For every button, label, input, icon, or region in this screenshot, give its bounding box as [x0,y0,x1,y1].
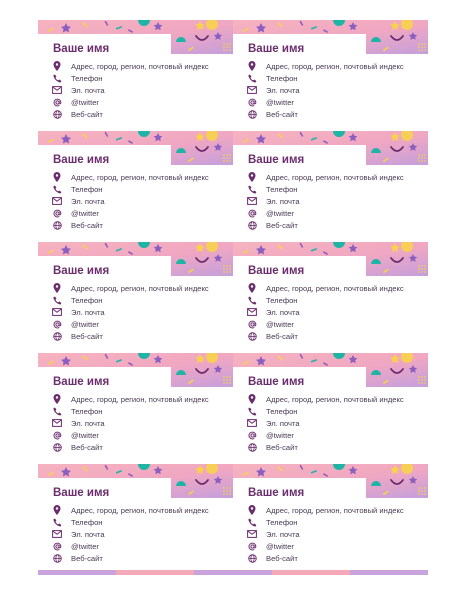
phone-icon [52,517,62,527]
contact-list [52,282,229,343]
at-sign-icon [52,98,62,108]
twitter-text[interactable]: @twitter [266,542,294,552]
location-pin-icon [52,172,62,182]
phone-row [247,183,424,195]
envelope-icon [247,418,257,428]
globe-icon [52,554,62,564]
location-pin-icon [247,172,257,182]
address-label-card [233,353,428,463]
contact-list [247,504,424,565]
twitter-row [52,208,229,220]
location-pin-icon [52,283,62,293]
phone-row [247,405,424,417]
twitter-text[interactable]: @twitter [71,431,99,441]
address-row [52,393,229,405]
envelope-icon [247,307,257,317]
address-row [52,60,229,72]
phone-icon [247,295,257,305]
address-text[interactable]: Адрес, город, регион, почтовый индекс [266,172,404,182]
recipient-name[interactable]: Ваше имя [53,43,110,55]
phone-row [52,405,229,417]
address-row [52,282,229,294]
recipient-name[interactable]: Ваше имя [53,376,110,388]
location-pin-icon [247,394,257,404]
twitter-row [52,541,229,553]
email-row [52,195,229,207]
email-row [247,528,424,540]
address-text[interactable]: Адрес, город, регион, почтовый индекс [71,505,209,515]
email-text[interactable]: Эл. почта [266,85,300,95]
globe-icon [52,110,62,120]
website-text[interactable]: Веб-сайт [266,221,298,231]
recipient-name[interactable]: Ваше имя [53,154,110,166]
envelope-icon [247,196,257,206]
location-pin-icon [247,61,257,71]
twitter-row [52,430,229,442]
website-row [52,109,229,121]
address-label-card [38,242,233,352]
email-text[interactable]: Эл. почта [266,529,300,539]
address-text[interactable]: Адрес, город, регион, почтовый индекс [71,394,209,404]
email-row [52,84,229,96]
email-text[interactable]: Эл. почта [71,307,105,317]
globe-icon [52,443,62,453]
phone-text[interactable]: Телефон [71,73,103,83]
contact-list [52,393,229,454]
at-sign-icon [247,320,257,330]
email-text[interactable]: Эл. почта [71,529,105,539]
envelope-icon [52,85,62,95]
twitter-row [247,430,424,442]
website-row [247,331,424,343]
phone-text[interactable]: Телефон [266,295,298,305]
phone-text[interactable]: Телефон [266,73,298,83]
twitter-text[interactable]: @twitter [71,320,99,330]
phone-icon [247,406,257,416]
address-row [52,504,229,516]
email-text[interactable]: Эл. почта [266,418,300,428]
contact-list [247,171,424,232]
phone-icon [247,184,257,194]
phone-icon [52,73,62,83]
address-text[interactable]: Адрес, город, регион, почтовый индекс [266,61,404,71]
at-sign-icon [52,209,62,219]
phone-text[interactable]: Телефон [71,295,103,305]
envelope-icon [247,85,257,95]
at-sign-icon [52,320,62,330]
phone-text[interactable]: Телефон [266,184,298,194]
twitter-text[interactable]: @twitter [71,209,99,219]
website-row [247,553,424,565]
globe-icon [247,332,257,342]
recipient-name[interactable]: Ваше имя [248,376,305,388]
email-row [247,195,424,207]
website-text[interactable]: Веб-сайт [71,443,103,453]
email-row [52,528,229,540]
globe-icon [52,332,62,342]
phone-row [52,516,229,528]
phone-icon [247,73,257,83]
address-label-card [38,131,233,241]
globe-icon [247,554,257,564]
at-sign-icon [52,431,62,441]
email-text[interactable]: Эл. почта [266,307,300,317]
twitter-text[interactable]: @twitter [266,98,294,108]
website-row [52,553,229,565]
address-label-card [233,464,428,574]
email-text[interactable]: Эл. почта [71,85,105,95]
address-text[interactable]: Адрес, город, регион, почтовый индекс [266,283,404,293]
contact-list [247,282,424,343]
footer-stripe [38,570,428,575]
website-text[interactable]: Веб-сайт [266,443,298,453]
envelope-icon [52,529,62,539]
email-text[interactable]: Эл. почта [71,196,105,206]
address-row [247,393,424,405]
phone-text[interactable]: Телефон [266,406,298,416]
globe-icon [247,221,257,231]
contact-list [247,60,424,121]
phone-text[interactable]: Телефон [71,184,103,194]
location-pin-icon [247,505,257,515]
at-sign-icon [247,542,257,552]
contact-list [52,171,229,232]
website-text[interactable]: Веб-сайт [71,554,103,564]
website-row [247,442,424,454]
twitter-text[interactable]: @twitter [71,98,99,108]
recipient-name[interactable]: Ваше имя [53,265,110,277]
website-text[interactable]: Веб-сайт [71,332,103,342]
twitter-row [247,319,424,331]
at-sign-icon [247,209,257,219]
phone-icon [52,295,62,305]
address-row [52,171,229,183]
phone-row [52,294,229,306]
at-sign-icon [247,98,257,108]
twitter-row [247,208,424,220]
phone-text[interactable]: Телефон [71,517,103,527]
website-text[interactable]: Веб-сайт [266,332,298,342]
phone-row [247,516,424,528]
recipient-name[interactable]: Ваше имя [248,154,305,166]
twitter-row [247,541,424,553]
location-pin-icon [52,61,62,71]
phone-icon [247,517,257,527]
address-label-card [233,131,428,241]
phone-text[interactable]: Телефон [71,406,103,416]
globe-icon [52,221,62,231]
location-pin-icon [52,394,62,404]
website-row [247,220,424,232]
twitter-text[interactable]: @twitter [266,209,294,219]
recipient-name[interactable]: Ваше имя [248,43,305,55]
website-text[interactable]: Веб-сайт [71,221,103,231]
email-text[interactable]: Эл. почта [266,196,300,206]
address-row [247,60,424,72]
location-pin-icon [247,283,257,293]
address-label-card [233,242,428,352]
phone-text[interactable]: Телефон [266,517,298,527]
envelope-icon [52,418,62,428]
website-row [247,109,424,121]
address-row [247,171,424,183]
address-text[interactable]: Адрес, город, регион, почтовый индекс [266,394,404,404]
phone-row [52,183,229,195]
phone-row [247,72,424,84]
at-sign-icon [52,542,62,552]
recipient-name[interactable]: Ваше имя [248,487,305,499]
at-sign-icon [247,431,257,441]
globe-icon [247,443,257,453]
label-sheet [38,20,428,580]
email-row [247,84,424,96]
email-text[interactable]: Эл. почта [71,418,105,428]
address-text[interactable]: Адрес, город, регион, почтовый индекс [266,505,404,515]
address-row [247,504,424,516]
website-row [52,331,229,343]
website-text[interactable]: Веб-сайт [266,110,298,120]
website-row [52,442,229,454]
phone-icon [52,184,62,194]
recipient-name[interactable]: Ваше имя [248,265,305,277]
twitter-row [52,97,229,109]
phone-row [247,294,424,306]
envelope-icon [52,196,62,206]
email-row [247,417,424,429]
address-label-card [233,20,428,130]
address-text[interactable]: Адрес, город, регион, почтовый индекс [71,61,209,71]
twitter-row [247,97,424,109]
twitter-text[interactable]: @twitter [71,542,99,552]
location-pin-icon [52,505,62,515]
envelope-icon [247,529,257,539]
address-label-card [38,464,233,574]
twitter-text[interactable]: @twitter [266,431,294,441]
recipient-name[interactable]: Ваше имя [53,487,110,499]
twitter-row [52,319,229,331]
website-text[interactable]: Веб-сайт [266,554,298,564]
address-text[interactable]: Адрес, город, регион, почтовый индекс [71,172,209,182]
website-text[interactable]: Веб-сайт [71,110,103,120]
website-row [52,220,229,232]
globe-icon [247,110,257,120]
phone-icon [52,406,62,416]
email-row [52,306,229,318]
address-label-card [38,20,233,130]
contact-list [247,393,424,454]
twitter-text[interactable]: @twitter [266,320,294,330]
address-label-card [38,353,233,463]
address-row [247,282,424,294]
email-row [247,306,424,318]
contact-list [52,60,229,121]
contact-list [52,504,229,565]
phone-row [52,72,229,84]
email-row [52,417,229,429]
address-text[interactable]: Адрес, город, регион, почтовый индекс [71,283,209,293]
envelope-icon [52,307,62,317]
